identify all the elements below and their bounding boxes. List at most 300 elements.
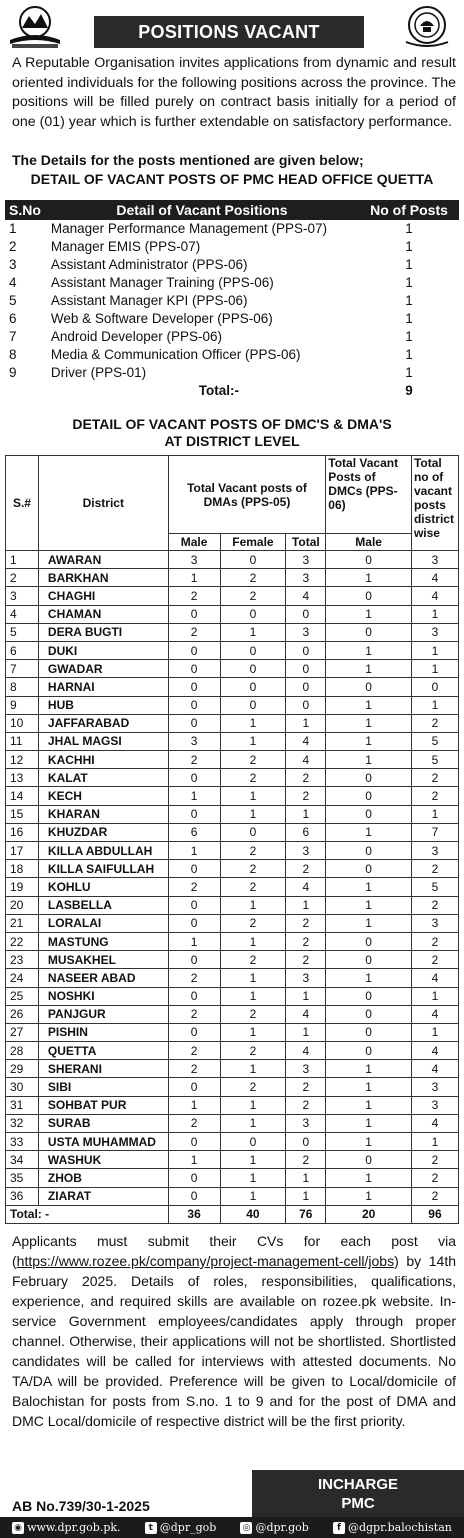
table-row — [6, 696, 459, 714]
dma-female-cell: 2 — [220, 769, 286, 787]
sno-cell: 13 — [6, 769, 39, 787]
social-bar — [0, 1517, 464, 1538]
dma-female-cell: 0 — [220, 823, 286, 841]
dma-female-cell: 2 — [220, 914, 286, 932]
table-row — [6, 805, 459, 823]
advert-number: AB No.739/30-1-2025 — [12, 1498, 150, 1514]
district-wise-cell: 2 — [411, 1187, 458, 1205]
facebook-link[interactable] — [333, 1521, 452, 1534]
district-name-cell: NOSHKI — [38, 987, 168, 1005]
dma-male-cell: 0 — [168, 769, 220, 787]
sno-cell: 25 — [6, 987, 39, 1005]
dma-female-cell: 1 — [220, 732, 286, 750]
district-name-cell: KECH — [38, 787, 168, 805]
sno-cell: 3 — [9, 257, 17, 272]
table-row — [6, 1187, 459, 1205]
district-wise-cell: 4 — [411, 969, 458, 987]
dma-male-cell: 1 — [168, 842, 220, 860]
sno-cell: 2 — [9, 239, 17, 254]
sno-cell: 33 — [6, 1133, 39, 1151]
dmc-male-cell: 1 — [326, 969, 412, 987]
twitter-link[interactable] — [145, 1521, 217, 1534]
district-wise-cell: 1 — [411, 660, 458, 678]
dma-male-cell: 0 — [168, 1169, 220, 1187]
dma-total-cell: 0 — [286, 641, 326, 659]
table-row — [5, 292, 459, 310]
dma-male-cell: 0 — [168, 641, 220, 659]
dma-male-cell: 0 — [168, 860, 220, 878]
district-wise-cell: 1 — [411, 805, 458, 823]
sno-cell: 15 — [6, 805, 39, 823]
table-row — [6, 896, 459, 914]
sno-cell: 16 — [6, 823, 39, 841]
dma-male-cell: 2 — [168, 969, 220, 987]
district-wise-cell: 7 — [411, 823, 458, 841]
dmc-male-cell: 1 — [326, 1060, 412, 1078]
head-office-total-row — [5, 382, 459, 400]
district-name-cell: LASBELLA — [38, 896, 168, 914]
table-row — [6, 969, 459, 987]
dmc-male-cell: 1 — [326, 878, 412, 896]
district-wise-cell: 4 — [411, 1042, 458, 1060]
total-label: Total:- — [198, 383, 239, 398]
incharge-box — [252, 1470, 464, 1518]
total-district-wise: 96 — [411, 1205, 458, 1223]
table-row — [6, 878, 459, 896]
dma-total-cell: 4 — [286, 751, 326, 769]
table-row — [6, 1078, 459, 1096]
posts-cell: 1 — [405, 329, 413, 344]
twitter-label: @dpr_gob — [159, 1521, 217, 1534]
district-name-cell: JAFFARABAD — [38, 714, 168, 732]
dmc-male-cell: 1 — [326, 751, 412, 769]
district-name-cell: ZHOB — [38, 1169, 168, 1187]
district-name-cell: BARKHAN — [38, 569, 168, 587]
sno-cell: 23 — [6, 951, 39, 969]
facebook-icon: f — [333, 1522, 345, 1534]
website-link[interactable] — [12, 1521, 120, 1534]
instructions-part2: ) by 14th February 2025. Details of roles, responsibilities, qualifications, experience, and required skills are available on rozee.pk website. In-service Government employees/candidates apply through proper channel. Otherwise, their applications will not be shortlisted. Shortlisted candidates will be called for interviews with attested documents. No TA/DA will be provided. Preference will be given to Local/domicile of Balochistan for posts from S.no. 1 to 9 and for the post of DMA and DMC Local/domicile of respective district will be the first priority. — [12, 1253, 456, 1429]
dma-female-cell: 1 — [220, 896, 286, 914]
total-dmc: 20 — [326, 1205, 412, 1223]
dma-total-cell: 6 — [286, 823, 326, 841]
sno-cell: 14 — [6, 787, 39, 805]
district-name-cell: GWADAR — [38, 660, 168, 678]
table-row — [6, 932, 459, 950]
dma-male-cell: 2 — [168, 1114, 220, 1132]
dma-total-cell: 1 — [286, 1187, 326, 1205]
table-row — [6, 1133, 459, 1151]
dmc-male-cell: 1 — [326, 896, 412, 914]
district-name-cell: HARNAI — [38, 678, 168, 696]
table-row — [6, 660, 459, 678]
sno-cell: 17 — [6, 842, 39, 860]
district-wise-cell: 3 — [411, 1096, 458, 1114]
dma-male-cell: 2 — [168, 1060, 220, 1078]
district-name-cell: MASTUNG — [38, 932, 168, 950]
facebook-label: @dgpr.balochistan — [347, 1521, 452, 1534]
dmc-male-cell: 1 — [326, 1114, 412, 1132]
dma-female-cell: 1 — [220, 1096, 286, 1114]
district-name-cell: SOHBAT PUR — [38, 1096, 168, 1114]
sno-cell: 9 — [9, 365, 17, 380]
district-name-cell: SHERANI — [38, 1060, 168, 1078]
col-male: Male — [168, 534, 220, 551]
dma-female-cell: 1 — [220, 805, 286, 823]
table-row — [6, 823, 459, 841]
table-row — [6, 569, 459, 587]
dmc-male-cell: 1 — [326, 696, 412, 714]
sno-cell: 3 — [6, 587, 39, 605]
sno-cell: 5 — [9, 293, 17, 308]
table-row — [6, 678, 459, 696]
dma-male-cell: 0 — [168, 896, 220, 914]
table-row — [6, 787, 459, 805]
district-name-cell: SURAB — [38, 1114, 168, 1132]
table-row — [6, 551, 459, 569]
dma-total-cell: 3 — [286, 569, 326, 587]
dma-male-cell: 0 — [168, 678, 220, 696]
dmc-male-cell: 1 — [326, 823, 412, 841]
sno-cell: 27 — [6, 1023, 39, 1041]
col-dmc: Total Vacant Posts of DMCs (PPS-06) — [326, 456, 412, 534]
posts-cell: 1 — [405, 257, 413, 272]
table-row — [5, 274, 459, 292]
incharge-org: PMC — [341, 1495, 375, 1512]
dma-male-cell: 1 — [168, 787, 220, 805]
website-label: www.dpr.gob.pk. — [27, 1521, 121, 1534]
district-name-cell: CHAMAN — [38, 605, 168, 623]
dma-male-cell: 0 — [168, 714, 220, 732]
dma-female-cell: 0 — [220, 1133, 286, 1151]
dma-female-cell: 2 — [220, 842, 286, 860]
sno-cell: 21 — [6, 914, 39, 932]
table-row — [6, 1005, 459, 1023]
sno-cell: 6 — [6, 641, 39, 659]
dma-male-cell: 0 — [168, 605, 220, 623]
dmc-male-cell: 1 — [326, 914, 412, 932]
district-name-cell: ZIARAT — [38, 1187, 168, 1205]
instructions-part1: Applicants must submit their CVs for each post via ( — [12, 1233, 456, 1269]
district-wise-cell: 1 — [411, 987, 458, 1005]
district-name-cell: SIBI — [38, 1078, 168, 1096]
dma-male-cell: 2 — [168, 878, 220, 896]
dmc-male-cell: 0 — [326, 623, 412, 641]
dma-total-cell: 1 — [286, 1169, 326, 1187]
posts-cell: 1 — [405, 293, 413, 308]
posts-cell: 1 — [405, 311, 413, 326]
district-name-cell: PISHIN — [38, 1023, 168, 1041]
district-name-cell: AWARAN — [38, 551, 168, 569]
sno-cell: 1 — [6, 551, 39, 569]
table-row — [5, 328, 459, 346]
table-row — [6, 1060, 459, 1078]
organisation-logo-left — [4, 4, 66, 50]
dma-male-cell: 0 — [168, 1187, 220, 1205]
dmc-male-cell: 0 — [326, 951, 412, 969]
sno-cell: 29 — [6, 1060, 39, 1078]
table-row — [6, 987, 459, 1005]
district-wise-cell: 1 — [411, 696, 458, 714]
dmc-male-cell: 0 — [326, 805, 412, 823]
sno-cell: 2 — [6, 569, 39, 587]
instagram-link[interactable] — [240, 1521, 308, 1534]
dma-total-cell: 4 — [286, 1005, 326, 1023]
dma-female-cell: 2 — [220, 1078, 286, 1096]
sno-cell: 22 — [6, 932, 39, 950]
position-cell: Assistant Manager KPI (PPS-06) — [50, 293, 248, 308]
sno-cell — [5, 382, 47, 400]
district-name-cell: DERA BUGTI — [38, 623, 168, 641]
dma-total-cell: 2 — [286, 1151, 326, 1169]
sno-cell: 12 — [6, 751, 39, 769]
dma-male-cell: 2 — [168, 587, 220, 605]
dma-male-cell: 1 — [168, 932, 220, 950]
district-title-line1: DETAIL OF VACANT POSTS OF DMC'S & DMA'S — [72, 416, 392, 432]
district-name-cell: WASHUK — [38, 1151, 168, 1169]
dma-total-cell: 0 — [286, 1133, 326, 1151]
dma-total-cell: 2 — [286, 787, 326, 805]
dma-female-cell: 0 — [220, 678, 286, 696]
district-wise-cell: 3 — [411, 551, 458, 569]
district-wise-cell: 2 — [411, 951, 458, 969]
dma-total-cell: 3 — [286, 842, 326, 860]
district-wise-cell: 1 — [411, 605, 458, 623]
dmc-male-cell: 0 — [326, 551, 412, 569]
col-total: Total — [286, 534, 326, 551]
district-wise-cell: 2 — [411, 932, 458, 950]
district-title-line2: AT DISTRICT LEVEL — [164, 433, 300, 449]
sno-cell: 5 — [6, 623, 39, 641]
district-wise-cell: 3 — [411, 842, 458, 860]
dma-female-cell: 2 — [220, 860, 286, 878]
dma-total-cell: 4 — [286, 587, 326, 605]
dma-male-cell: 1 — [168, 1151, 220, 1169]
district-name-cell: HUB — [38, 696, 168, 714]
position-cell: Assistant Administrator (PPS-06) — [50, 257, 248, 272]
dma-total-cell: 0 — [286, 605, 326, 623]
district-wise-cell: 1 — [411, 1023, 458, 1041]
intro-paragraph: A Reputable Organisation invites applications from dynamic and result oriented individuals for the following positions across the province. The positions will be filled purely on contract basis initially for a period of one (01) year which is further extendable on satisfactory performance. — [12, 55, 456, 130]
table-row — [6, 1042, 459, 1060]
dma-male-cell: 6 — [168, 823, 220, 841]
dmc-male-cell: 1 — [326, 1133, 412, 1151]
total-total: 76 — [286, 1205, 326, 1223]
district-wise-cell: 4 — [411, 1060, 458, 1078]
dma-male-cell: 3 — [168, 732, 220, 750]
table-row — [5, 310, 459, 328]
col-sno: S.No — [5, 200, 47, 220]
sno-cell: 7 — [6, 660, 39, 678]
col-position: Detail of Vacant Positions — [47, 200, 359, 220]
table-row — [6, 641, 459, 659]
position-cell: Driver (PPS-01) — [50, 365, 147, 380]
dma-male-cell: 0 — [168, 1133, 220, 1151]
dmc-male-cell: 1 — [326, 714, 412, 732]
dma-female-cell: 1 — [220, 987, 286, 1005]
dmc-male-cell: 0 — [326, 1023, 412, 1041]
dma-male-cell: 0 — [168, 1078, 220, 1096]
col-posts: No of Posts — [359, 200, 459, 220]
table-row — [6, 1023, 459, 1041]
district-wise-cell: 4 — [411, 587, 458, 605]
dma-male-cell: 2 — [168, 1042, 220, 1060]
dma-male-cell: 0 — [168, 696, 220, 714]
district-wise-cell: 2 — [411, 896, 458, 914]
dma-female-cell: 1 — [220, 1151, 286, 1169]
dmc-male-cell: 1 — [326, 1096, 412, 1114]
dma-female-cell: 2 — [220, 587, 286, 605]
dma-total-cell: 3 — [286, 623, 326, 641]
district-name-cell: JHAL MAGSI — [38, 732, 168, 750]
sno-cell: 4 — [6, 605, 39, 623]
dmc-male-cell: 1 — [326, 1169, 412, 1187]
head-office-table — [5, 200, 459, 400]
district-name-cell: KILLA ABDULLAH — [38, 842, 168, 860]
district-wise-cell: 3 — [411, 1078, 458, 1096]
page-title: POSITIONS VACANT — [94, 16, 364, 48]
dmc-male-cell: 0 — [326, 1042, 412, 1060]
sno-cell: 26 — [6, 1005, 39, 1023]
dmc-male-cell: 1 — [326, 732, 412, 750]
dma-total-cell: 1 — [286, 896, 326, 914]
dma-female-cell: 2 — [220, 751, 286, 769]
total-value: 9 — [405, 383, 413, 398]
sno-cell: 10 — [6, 714, 39, 732]
sno-cell: 36 — [6, 1187, 39, 1205]
posts-cell: 1 — [405, 347, 413, 362]
head-office-title: DETAIL OF VACANT POSTS OF PMC HEAD OFFICE QUETTA — [30, 171, 434, 187]
posts-cell: 1 — [405, 239, 413, 254]
table-row — [6, 842, 459, 860]
table-row — [6, 623, 459, 641]
district-name-cell: KHUZDAR — [38, 823, 168, 841]
sno-cell: 20 — [6, 896, 39, 914]
posts-cell: 1 — [405, 275, 413, 290]
district-title — [0, 416, 464, 450]
dma-male-cell: 1 — [168, 1096, 220, 1114]
dmc-male-cell: 0 — [326, 987, 412, 1005]
table-row — [6, 1096, 459, 1114]
dma-female-cell: 1 — [220, 1023, 286, 1041]
dma-male-cell: 0 — [168, 914, 220, 932]
posts-cell: 1 — [405, 221, 413, 236]
table-row — [6, 860, 459, 878]
position-cell: Manager EMIS (PPS-07) — [50, 239, 201, 254]
balochistan-seal-logo — [396, 4, 458, 50]
dma-female-cell: 1 — [220, 1114, 286, 1132]
dma-male-cell: 0 — [168, 660, 220, 678]
district-wise-cell: 3 — [411, 623, 458, 641]
dma-male-cell: 0 — [168, 805, 220, 823]
district-name-cell: KACHHI — [38, 751, 168, 769]
dma-total-cell: 2 — [286, 769, 326, 787]
table-row — [6, 769, 459, 787]
district-name-cell: KHARAN — [38, 805, 168, 823]
dmc-male-cell: 1 — [326, 641, 412, 659]
dmc-male-cell: 0 — [326, 932, 412, 950]
dmc-male-cell: 1 — [326, 660, 412, 678]
dma-total-cell: 1 — [286, 1023, 326, 1041]
district-wise-cell: 1 — [411, 641, 458, 659]
district-wise-cell: 2 — [411, 1169, 458, 1187]
dmc-male-cell: 0 — [326, 1005, 412, 1023]
dmc-male-cell: 0 — [326, 842, 412, 860]
posts-cell: 1 — [405, 365, 413, 380]
dma-female-cell: 2 — [220, 951, 286, 969]
application-instructions — [12, 1231, 456, 1431]
incharge-label: INCHARGE — [317, 1476, 398, 1493]
col-sno: S.# — [6, 456, 39, 551]
district-name-cell: KALAT — [38, 769, 168, 787]
table-row — [5, 220, 459, 238]
col-dma-group: Total Vacant posts of DMAs (PPS-05) — [168, 456, 326, 534]
table-row — [6, 751, 459, 769]
dma-female-cell: 2 — [220, 1042, 286, 1060]
dma-total-cell: 0 — [286, 678, 326, 696]
dma-total-cell: 0 — [286, 696, 326, 714]
dma-male-cell: 2 — [168, 623, 220, 641]
dmc-male-cell: 0 — [326, 678, 412, 696]
rozee-jobs-link[interactable]: https://www.rozee.pk/company/project-management-cell/jobs — [16, 1253, 395, 1269]
position-cell: Manager Performance Management (PPS-07) — [50, 221, 328, 236]
dmc-male-cell: 0 — [326, 1151, 412, 1169]
header — [0, 0, 464, 52]
sno-cell: 8 — [6, 678, 39, 696]
sno-cell: 6 — [9, 311, 17, 326]
dma-total-cell: 2 — [286, 951, 326, 969]
col-district: District — [38, 456, 168, 551]
dma-male-cell: 0 — [168, 987, 220, 1005]
dma-total-cell: 3 — [286, 1060, 326, 1078]
instagram-icon: ◎ — [240, 1522, 252, 1534]
dma-female-cell: 0 — [220, 551, 286, 569]
sno-cell: 24 — [6, 969, 39, 987]
dma-female-cell: 0 — [220, 660, 286, 678]
district-wise-cell: 2 — [411, 714, 458, 732]
dma-total-cell: 1 — [286, 714, 326, 732]
globe-icon: ◉ — [12, 1522, 24, 1534]
district-name-cell: USTA MUHAMMAD — [38, 1133, 168, 1151]
dma-total-cell: 2 — [286, 860, 326, 878]
head-office-header-row — [5, 200, 459, 220]
table-row — [6, 605, 459, 623]
table-row — [5, 256, 459, 274]
position-cell: Web & Software Developer (PPS-06) — [50, 311, 273, 326]
total-male: 36 — [168, 1205, 220, 1223]
sno-cell: 9 — [6, 696, 39, 714]
district-wise-cell: 2 — [411, 1151, 458, 1169]
dma-male-cell: 2 — [168, 751, 220, 769]
position-cell: Assistant Manager Training (PPS-06) — [50, 275, 274, 290]
dma-total-cell: 4 — [286, 878, 326, 896]
district-name-cell: NASEER ABAD — [38, 969, 168, 987]
district-name-cell: KILLA SAIFULLAH — [38, 860, 168, 878]
dma-total-cell: 3 — [286, 551, 326, 569]
district-wise-cell: 2 — [411, 787, 458, 805]
dma-female-cell: 1 — [220, 969, 286, 987]
district-name-cell: QUETTA — [38, 1042, 168, 1060]
district-wise-cell: 4 — [411, 1005, 458, 1023]
district-wise-cell: 0 — [411, 678, 458, 696]
sno-cell: 34 — [6, 1151, 39, 1169]
district-name-cell: CHAGHI — [38, 587, 168, 605]
dma-female-cell: 1 — [220, 714, 286, 732]
district-wise-cell: 4 — [411, 569, 458, 587]
dma-total-cell: 0 — [286, 660, 326, 678]
sno-cell: 32 — [6, 1114, 39, 1132]
dmc-male-cell: 1 — [326, 605, 412, 623]
